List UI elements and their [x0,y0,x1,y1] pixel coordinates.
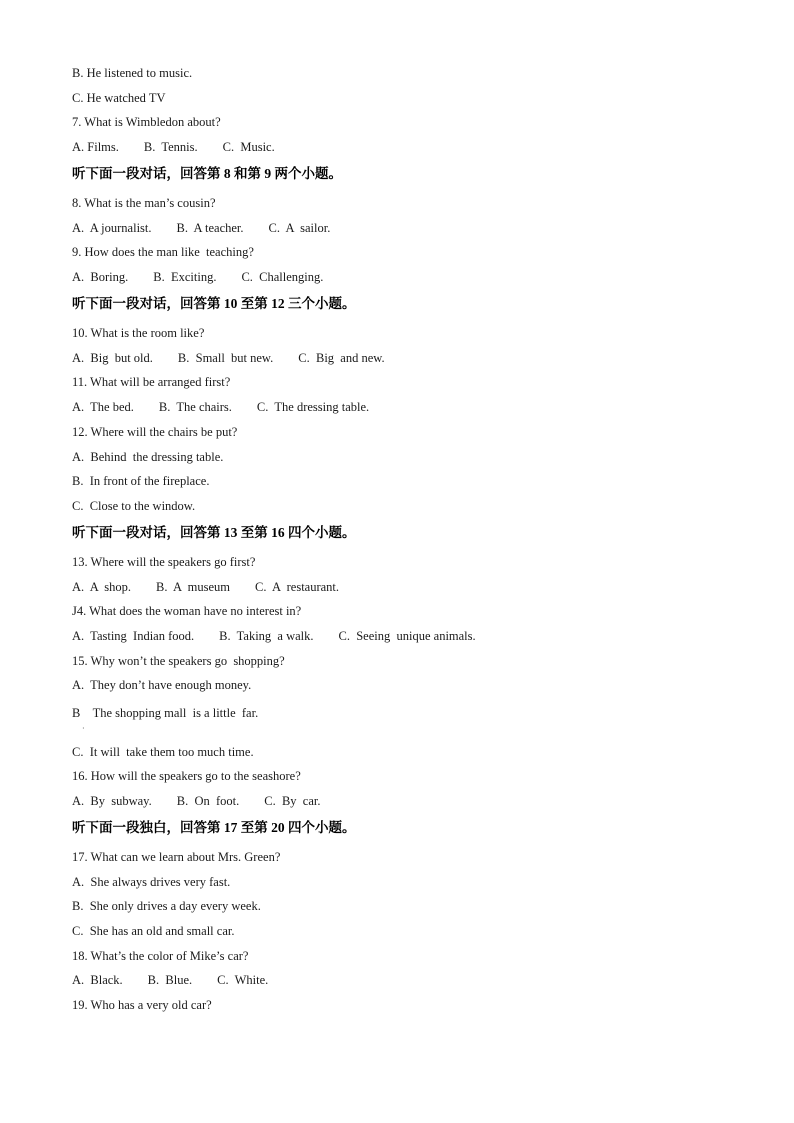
question-line: 9. How does the man like teaching? [72,245,254,259]
section-heading: 听下面一段对话，回答第 10 至第 12 三个小题。 [72,296,356,311]
question-line: 15. Why won’t the speakers go shopping? [72,654,285,668]
section-heading: 听下面一段对话，回答第 13 至第 16 四个小题。 [72,525,356,540]
option-line: A. The bed. B. The chairs. C. The dressing table. [72,400,370,414]
option-line: A. Films. B. Tennis. C. Music. [72,140,275,154]
option-line: A. Black. B. Blue. C. White. [72,973,269,987]
option-line: A. Big but old. B. Small but new. C. Big and new. [72,351,385,365]
option-line: A. Boring. B. Exciting. C. Challenging. [72,270,324,284]
option-line: A. By subway. B. On foot. C. By car. [72,794,321,808]
section-heading: 听下面一段独白，回答第 17 至第 20 四个小题。 [72,820,356,835]
question-line: 18. What’s the color of Mike’s car? [72,949,249,963]
option-line: A. A journalist. B. A teacher. C. A sailor. [72,221,331,235]
option-line: A. Tasting Indian food. B. Taking a walk. C. Seeing unique animals. [72,629,476,643]
option-line: C. She has an old and small car. [72,924,235,938]
option-line: C. He watched TV [72,91,166,105]
option-line: B The shopping mall is a little far. [72,706,259,720]
stray-mark: · [82,724,85,733]
option-line: A. A shop. B. A museum C. A restaurant. [72,580,340,594]
option-line: A. She always drives very fast. [72,875,231,889]
option-line: C. It will take them too much time. [72,745,254,759]
question-line: 16. How will the speakers go to the seashore? [72,769,301,783]
option-line: C. Close to the window. [72,499,196,513]
option-line: A. Behind the dressing table. [72,450,224,464]
question-line: 10. What is the room like? [72,326,205,340]
option-line: B. She only drives a day every week. [72,899,261,913]
section-heading: 听下面一段对话，回答第 8 和第 9 两个小题。 [72,166,342,181]
question-line: 17. What can we learn about Mrs. Green? [72,850,281,864]
question-line: J4. What does the woman have no interest in? [72,604,302,618]
option-line: B. He listened to music. [72,66,193,80]
question-line: 19. Who has a very old car? [72,998,212,1012]
question-line: 12. Where will the chairs be put? [72,425,238,439]
option-line: A. They don’t have enough money. [72,678,252,692]
question-line: 8. What is the man’s cousin? [72,196,216,210]
question-line: 11. What will be arranged first? [72,375,231,389]
question-line: 7. What is Wimbledon about? [72,115,221,129]
question-line: 13. Where will the speakers go first? [72,555,256,569]
option-line: B. In front of the fireplace. [72,474,210,488]
